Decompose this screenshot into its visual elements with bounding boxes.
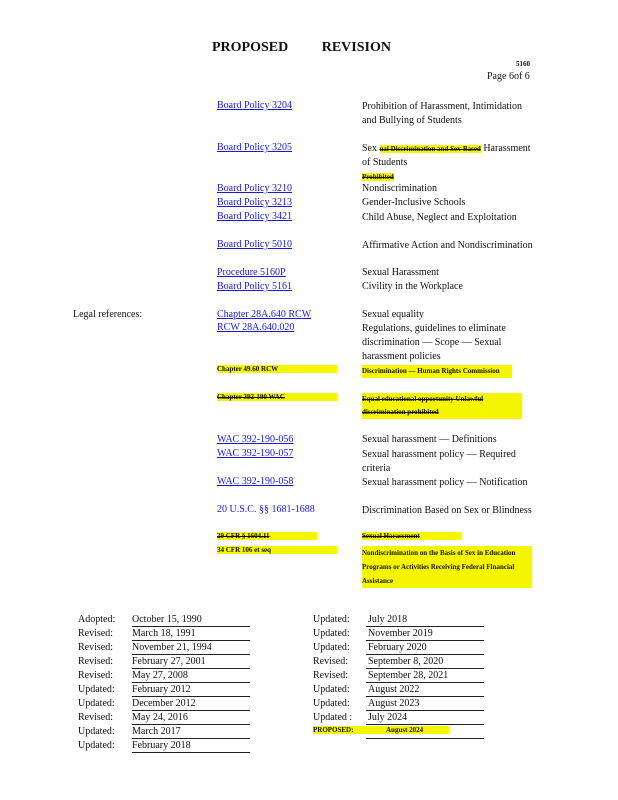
- history-date: August 2023: [368, 698, 420, 709]
- history-date: May 24, 2016: [132, 712, 188, 723]
- history-date: May 27, 2008: [132, 670, 188, 681]
- cross-ref-3204-desc: Prohibition of Harassment, Intimidation and Bullying of Students: [362, 101, 522, 126]
- document-title: PROPOSED REVISION: [212, 40, 391, 55]
- legal-ref-4960-desc: Discrimination — Human Rights Commission: [362, 365, 512, 378]
- history-label: Revised:: [78, 628, 113, 639]
- legal-ref-usc1681-desc: Discrimination Based on Sex or Blindness: [362, 505, 532, 516]
- legal-ref-wac057[interactable]: WAC 392-190-057: [217, 448, 294, 459]
- history-label: Updated:: [78, 740, 115, 751]
- history-label: Revised:: [313, 670, 348, 681]
- cross-ref-3204[interactable]: Board Policy 3204: [217, 100, 292, 111]
- policy-number: 5160: [516, 60, 530, 68]
- cross-ref-5010-desc: Affirmative Action and Nondiscrimination: [362, 240, 533, 251]
- page-number: Page 6of 6: [487, 71, 530, 82]
- legal-ref-wac056-desc: Sexual harassment — Definitions: [362, 434, 497, 445]
- cross-ref-3210[interactable]: Board Policy 3210: [217, 183, 292, 194]
- history-proposed-date: August 2024: [386, 726, 424, 734]
- history-date: February 27, 2001: [132, 656, 206, 667]
- legal-ref-392190[interactable]: Chapter 392-190 WAC: [217, 393, 337, 401]
- history-date: March 2017: [132, 726, 181, 737]
- history-date: February 2018: [132, 740, 191, 751]
- history-label: Revised:: [313, 656, 348, 667]
- history-date: September 8, 2020: [368, 656, 444, 667]
- legal-ref-28a640-desc: Sexual equality: [362, 309, 424, 320]
- cross-ref-3205-strike2: Prohibited: [362, 173, 394, 181]
- legal-ref-wac058-desc: Sexual harassment policy — Notification: [362, 477, 528, 488]
- legal-ref-28a640020[interactable]: RCW 28A.640.020: [217, 322, 295, 333]
- cross-ref-3205-strike: ual Discrimination and Sex-Based: [379, 145, 481, 153]
- history-date: November 2019: [368, 628, 433, 639]
- history-label: Adopted:: [78, 614, 116, 625]
- legal-references-label: Legal references:: [73, 309, 143, 320]
- history-date: November 21, 1994: [132, 642, 212, 653]
- history-date: August 2022: [368, 684, 420, 695]
- history-label: Revised:: [78, 656, 113, 667]
- cross-ref-3205-desc-post: Harassment of Students: [362, 143, 531, 168]
- history-date: February 2020: [368, 642, 427, 653]
- cross-ref-3205[interactable]: Board Policy 3205: [217, 142, 292, 153]
- history-label: Updated:: [78, 726, 115, 737]
- cross-ref-5161[interactable]: Board Policy 5161: [217, 281, 292, 292]
- cross-ref-3213-desc: Gender-Inclusive Schools: [362, 197, 466, 208]
- cross-ref-3205-desc-pre: Sex: [362, 143, 380, 154]
- cross-ref-3213[interactable]: Board Policy 3213: [217, 197, 292, 208]
- history-date: July 2018: [368, 614, 408, 625]
- history-label: Updated:: [313, 614, 350, 625]
- legal-ref-34cfr[interactable]: 34 CFR 106 et seq: [217, 546, 337, 554]
- legal-ref-wac057-desc: Sexual harassment policy — Required criteria: [362, 449, 516, 474]
- cross-ref-5161-desc: Civility in the Workplace: [362, 281, 463, 292]
- history-date: July 2024: [368, 712, 408, 723]
- history-label: Updated:: [313, 684, 350, 695]
- legal-ref-28a640[interactable]: Chapter 28A.640 RCW: [217, 309, 312, 320]
- history-label: Updated:: [313, 628, 350, 639]
- cross-ref-3421[interactable]: Board Policy 3421: [217, 211, 292, 222]
- cross-ref-3205-desc: [362, 142, 537, 184]
- history-date: February 2012: [132, 684, 191, 695]
- legal-ref-29cfr-desc: Sexual Harassment: [362, 532, 462, 540]
- history-date: March 18, 1991: [132, 628, 196, 639]
- legal-ref-4960[interactable]: Chapter 49.60 RCW: [217, 365, 337, 373]
- history-label: Updated :: [313, 712, 353, 723]
- legal-ref-392190-desc: Equal educational opportunity Unlawful discrimination prohibited: [362, 393, 522, 419]
- legal-ref-wac058[interactable]: WAC 392-190-058: [217, 476, 294, 487]
- history-date: October 15, 1990: [132, 614, 202, 625]
- history-label: Updated:: [313, 698, 350, 709]
- legal-ref-wac056[interactable]: WAC 392-190-056: [217, 434, 294, 445]
- cross-ref-3210-desc: Nondiscrimination: [362, 183, 437, 194]
- history-date: December 2012: [132, 698, 196, 709]
- history-proposed-label: PROPOSED:: [313, 726, 449, 734]
- legal-ref-usc1681[interactable]: 20 U.S.C. §§ 1681-1688: [217, 504, 315, 515]
- history-label: Revised:: [78, 642, 113, 653]
- legal-ref-28a640020-desc: Regulations, guidelines to eliminate discrimination — Scope — Sexual harassment policies: [362, 323, 506, 362]
- history-label: Updated:: [313, 642, 350, 653]
- cross-ref-3421-desc: Child Abuse, Neglect and Exploitation: [362, 212, 517, 223]
- history-label: Updated:: [78, 698, 115, 709]
- cross-ref-5010[interactable]: Board Policy 5010: [217, 239, 292, 250]
- history-label: Updated:: [78, 684, 115, 695]
- history-label: Revised:: [78, 712, 113, 723]
- history-date: September 28, 2021: [368, 670, 449, 681]
- legal-ref-29cfr[interactable]: 29 CFR § 1604.11: [217, 532, 317, 540]
- history-label: Revised:: [78, 670, 113, 681]
- cross-ref-5160p[interactable]: Procedure 5160P: [217, 267, 286, 278]
- legal-ref-34cfr-desc: Nondiscrimination on the Basis of Sex in Education Programs or Activities Receiving Federal Financial Assistance: [362, 546, 532, 588]
- cross-ref-5160p-desc: Sexual Harassment: [362, 267, 439, 278]
